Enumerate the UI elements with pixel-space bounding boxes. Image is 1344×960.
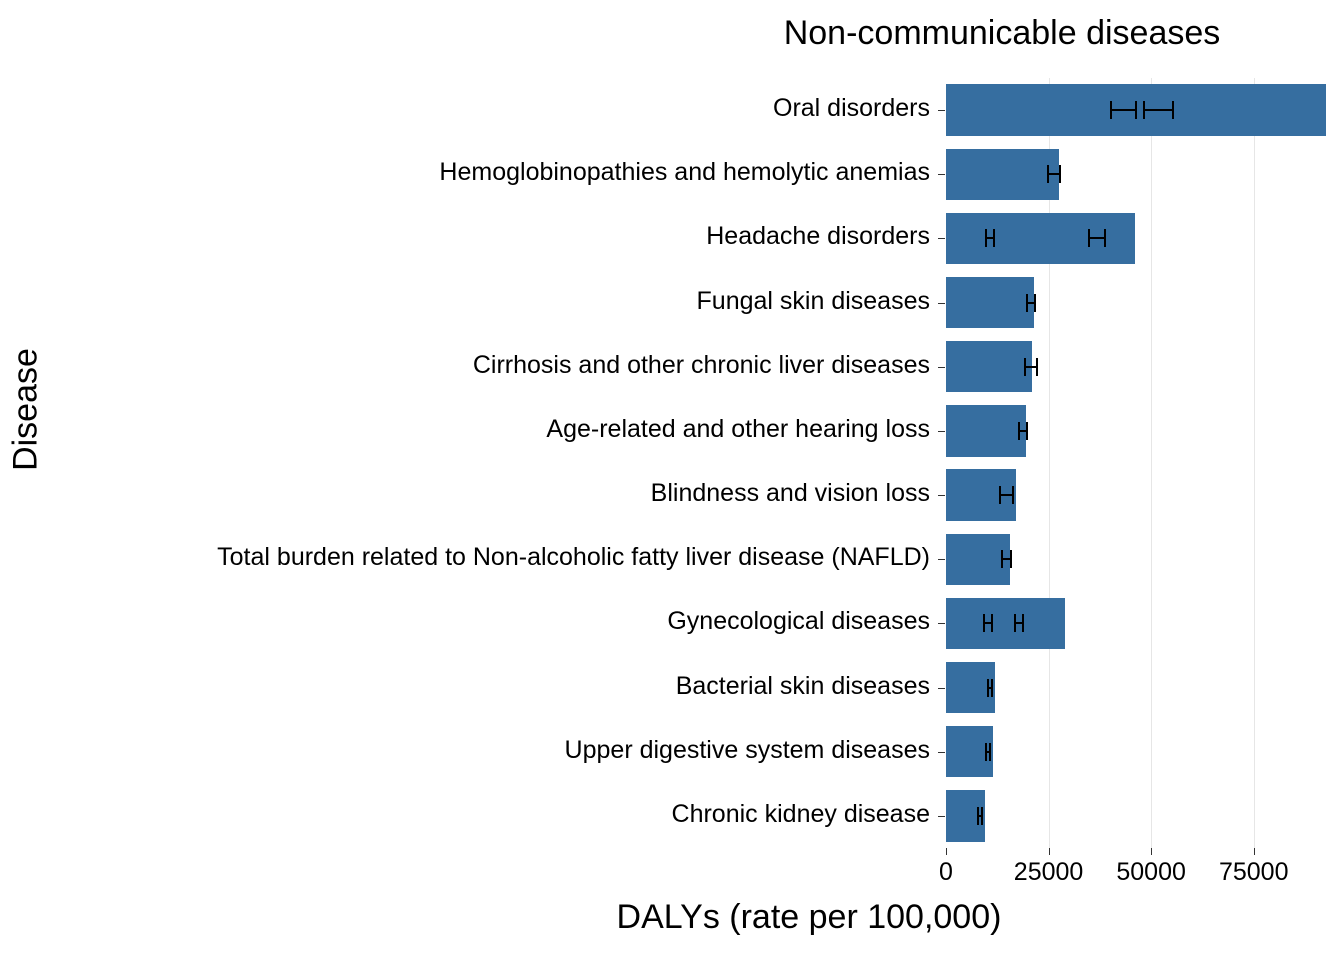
x-tick-label: 0 (939, 858, 953, 886)
bar-row (946, 662, 1344, 713)
error-bar-cap (1036, 358, 1038, 376)
plot-panel (946, 78, 1344, 848)
x-tick-mark (1049, 848, 1050, 855)
x-tick-label: 75000 (1218, 858, 1289, 886)
bar-row (946, 277, 1344, 328)
chart-title: Non-communicable diseases (783, 14, 1221, 52)
error-bar-cap (985, 743, 987, 761)
y-tick-label: Gynecological diseases (667, 607, 930, 636)
error-bar-cap (981, 807, 983, 825)
y-tick-mark (938, 367, 945, 368)
x-tick-mark (1254, 848, 1255, 855)
error-bar-cap (1024, 358, 1026, 376)
y-tick-mark (938, 110, 945, 111)
bar (946, 149, 1059, 200)
error-bar-cap (1022, 614, 1024, 632)
y-tick-mark (938, 431, 945, 432)
y-tick-label: Total burden related to Non-alcoholic fatty liver disease (NAFLD) (217, 543, 930, 572)
bar-row (946, 469, 1344, 520)
x-tick-label: 25000 (1013, 858, 1084, 886)
y-tick-label: Blindness and vision loss (650, 479, 930, 508)
error-bar-cap (1018, 422, 1020, 440)
error-bar-cap (987, 679, 989, 697)
error-bar-cap (1012, 486, 1014, 504)
y-tick-mark (938, 303, 945, 304)
bar-row (946, 149, 1344, 200)
bar-row (946, 213, 1344, 264)
error-bar (1088, 237, 1104, 239)
x-tick-label: 50000 (1116, 858, 1186, 886)
error-bar-cap (1088, 229, 1090, 247)
y-tick-label: Cirrhosis and other chronic liver diseases (472, 350, 930, 379)
bar (946, 598, 1065, 649)
error-bar-cap (1135, 101, 1137, 119)
y-tick-label: Upper digestive system diseases (564, 735, 930, 764)
y-tick-label: Age-related and other hearing loss (546, 414, 930, 443)
error-bar-cap (989, 743, 991, 761)
bar (946, 405, 1026, 456)
x-axis-label: DALYs (rate per 100,000) (616, 898, 1002, 936)
error-bar-cap (977, 807, 979, 825)
y-tick-mark (938, 688, 945, 689)
error-bar-cap (1034, 294, 1036, 312)
bar-row (946, 405, 1344, 456)
y-tick-label: Headache disorders (706, 222, 930, 251)
y-axis-label: Disease (6, 348, 45, 471)
error-bar-cap (983, 614, 985, 632)
y-tick-mark (938, 559, 945, 560)
error-bar-cap (991, 679, 993, 697)
x-tick-mark (1151, 848, 1152, 855)
error-bar-cap (1026, 422, 1028, 440)
error-bar-cap (993, 229, 995, 247)
y-tick-mark (938, 816, 945, 817)
x-tick-mark (946, 848, 947, 855)
bar-row (946, 341, 1344, 392)
y-tick-label: Chronic kidney disease (671, 799, 930, 828)
y-tick-label: Hemoglobinopathies and hemolytic anemias (439, 158, 930, 187)
y-tick-mark (938, 623, 945, 624)
bar (946, 534, 1010, 585)
error-bar-cap (1001, 550, 1003, 568)
y-tick-mark (938, 238, 945, 239)
bar-row (946, 534, 1344, 585)
error-bar-cap (1047, 165, 1049, 183)
error-bar-cap (985, 229, 987, 247)
bar-row (946, 726, 1344, 777)
error-bar-cap (1143, 101, 1145, 119)
error-bar-cap (1010, 550, 1012, 568)
error-bar-cap (991, 614, 993, 632)
y-tick-label: Bacterial skin diseases (675, 671, 930, 700)
error-bar (1143, 109, 1172, 111)
error-bar (1110, 109, 1135, 111)
bar (946, 277, 1034, 328)
y-tick-mark (938, 752, 945, 753)
error-bar-cap (1026, 294, 1028, 312)
y-tick-mark (938, 495, 945, 496)
bar (946, 213, 1135, 264)
y-tick-label: Fungal skin diseases (696, 286, 930, 315)
error-bar-cap (1059, 165, 1061, 183)
error-bar-cap (999, 486, 1001, 504)
error-bar-cap (1014, 614, 1016, 632)
bar-row (946, 790, 1344, 841)
bar-row (946, 84, 1344, 135)
error-bar-cap (1172, 101, 1174, 119)
bar-row (946, 598, 1344, 649)
y-tick-label: Oral disorders (773, 94, 930, 123)
error-bar-cap (1110, 101, 1112, 119)
y-tick-mark (938, 174, 945, 175)
error-bar-cap (1104, 229, 1106, 247)
bar (946, 341, 1032, 392)
